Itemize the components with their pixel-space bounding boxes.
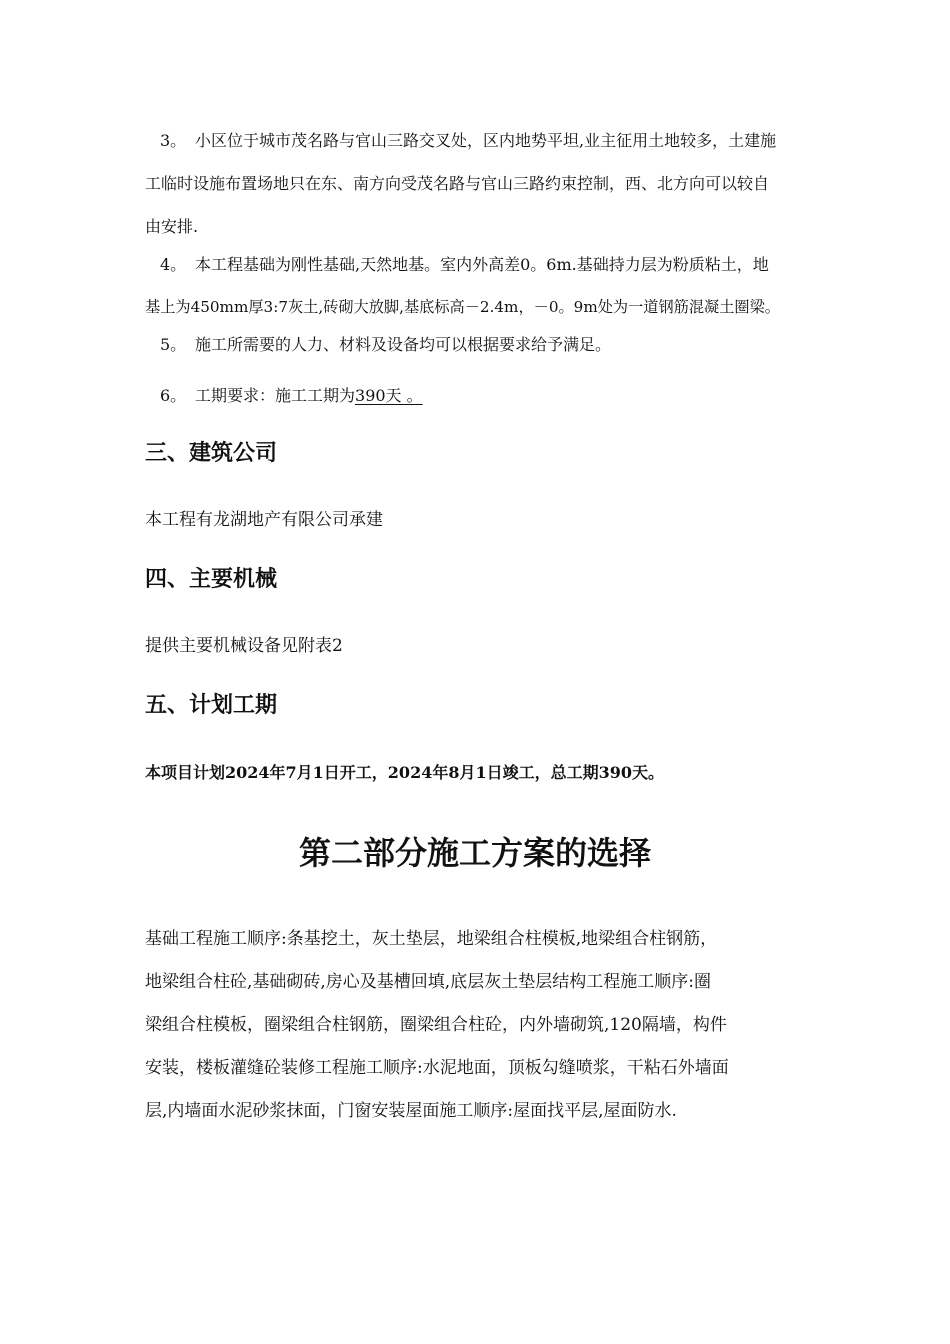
list-item-6-text: 工期要求：施工工期为 [195, 386, 356, 405]
list-item-4-line-1 [145, 255, 769, 275]
section-5-heading: 五、计划工期 [145, 693, 278, 718]
list-item-5-text: 施工所需要的人力、材料及设备均可以根据要求给予满足。 [195, 335, 612, 354]
list-item-3-text: 小区位于城市茂名路与官山三路交叉处，区内地势平坦,业主征用土地较多，土建施 [195, 131, 777, 150]
list-item-5-line-1 [145, 335, 611, 355]
list-item-4-number: 4。 [160, 255, 187, 274]
construction-period-value: 390天 。 [355, 386, 423, 405]
part-2-paragraph-line-1: 基础工程施工顺序:条基挖土，灰土垫层，地梁组合柱模板,地梁组合柱钢筋， [145, 929, 718, 949]
list-item-3-line-2: 工临时设施布置场地只在东、南方向受茂名路与官山三路约束控制，西、北方向可以较自 [145, 174, 770, 193]
list-item-5-number: 5。 [160, 335, 187, 354]
list-item-6-line-1 [145, 386, 423, 406]
list-item-4-text: 本工程基础为刚性基础,天然地基。室内外高差0。6m.基础持力层为粉质粘土，地 [195, 255, 769, 274]
part-2-paragraph-line-3: 梁组合柱模板，圈梁组合柱钢筋，圈梁组合柱砼，内外墙砌筑,120隔墙，构件 [145, 1015, 727, 1035]
part-2-title: 第二部分施工方案的选择 [298, 834, 651, 872]
list-item-3-line-3: 由安排. [145, 217, 199, 236]
section-3-text: 本工程有龙湖地产有限公司承建 [145, 510, 383, 530]
section-4-heading: 四、主要机械 [145, 567, 278, 592]
section-5-text: 本项目计划2024年7月1日开工，2024年8月1日竣工，总工期390天。 [145, 763, 664, 782]
list-item-4-line-2: 基上为450mm厚3:7灰土,砖砌大放脚,基底标高－2.4m，－0。9m处为一道钢筋混凝土圈梁。 [145, 298, 780, 316]
list-item-3-line-1 [145, 131, 776, 151]
part-2-paragraph-line-4: 安装，楼板灌缝砼装修工程施工顺序:水泥地面，顶板勾缝喷浆，干粘石外墙面 [145, 1058, 729, 1078]
list-item-3-number: 3。 [160, 131, 187, 150]
part-2-paragraph-line-2: 地梁组合柱砼,基础砌砖,房心及基槽回填,底层灰土垫层结构工程施工顺序:圈 [145, 972, 711, 992]
section-3-heading: 三、建筑公司 [145, 441, 278, 466]
part-2-paragraph-line-5: 层,内墙面水泥砂浆抹面，门窗安装屋面施工顺序:屋面找平层,屋面防水. [145, 1101, 677, 1121]
section-4-text: 提供主要机械设备见附表2 [145, 636, 343, 656]
list-item-6-number: 6。 [160, 386, 187, 405]
